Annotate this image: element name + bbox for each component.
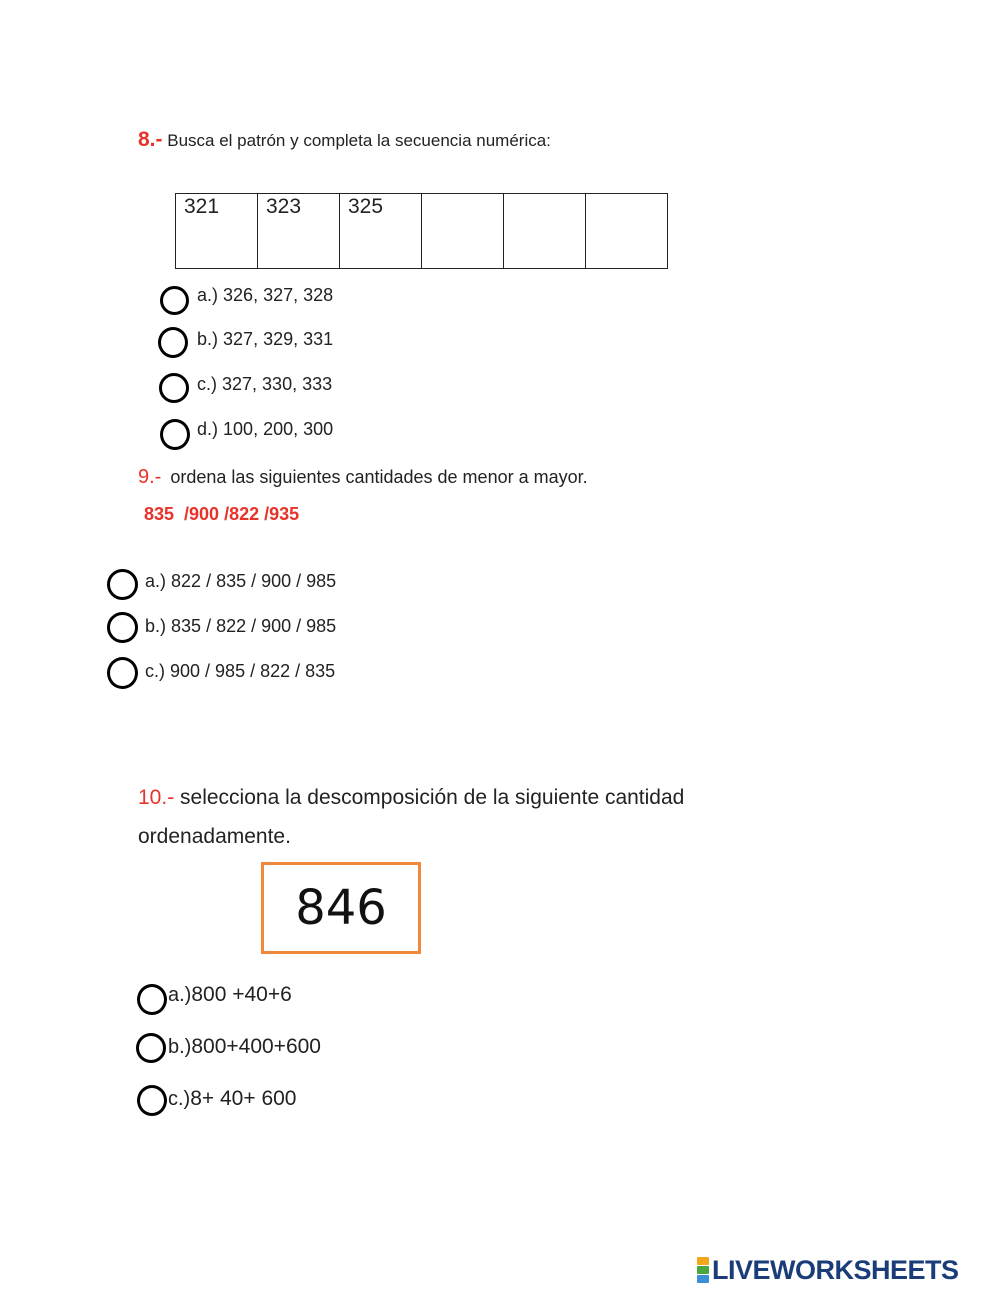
q8-option-a-letter: a.) <box>197 285 219 305</box>
q10-option-a-letter: a.) <box>168 984 192 1006</box>
q10-option-c-letter: c.) <box>168 1088 191 1110</box>
q9-option-a-letter: a.) <box>145 571 167 591</box>
q10-option-b <box>168 1035 321 1059</box>
q8-option-d-text: 100, 200, 300 <box>223 419 334 439</box>
sequence-blank-6[interactable] <box>586 194 668 269</box>
q8-option-a-radio[interactable] <box>160 286 189 315</box>
q8-option-a <box>197 285 333 306</box>
q9-option-c <box>145 661 335 682</box>
q9-option-c-radio[interactable] <box>107 657 138 689</box>
q8-option-c-radio[interactable] <box>159 373 189 403</box>
sequence-table <box>175 193 668 269</box>
q9-heading <box>138 466 588 489</box>
q8-option-d-radio[interactable] <box>160 419 190 450</box>
q10-number: 10.- <box>138 786 175 809</box>
q9-option-b <box>145 616 336 637</box>
q10-option-b-radio[interactable] <box>136 1033 166 1063</box>
sequence-cell-2: 323 <box>258 194 340 269</box>
q10-option-a <box>168 983 292 1007</box>
q9-option-c-letter: c.) <box>145 661 165 681</box>
q9-option-a-radio[interactable] <box>107 569 138 600</box>
q10-option-a-radio[interactable] <box>137 984 167 1015</box>
q8-option-b-text: 327, 329, 331 <box>223 329 334 349</box>
logo-block-l <box>697 1257 709 1265</box>
q9-text: ordena las siguientes cantidades de menor a mayor. <box>170 467 588 487</box>
sequence-blank-4[interactable] <box>422 194 504 269</box>
logo-text: LIVEWORKSHEETS <box>712 1254 959 1285</box>
q10-option-a-text: 800 +40+6 <box>191 983 292 1006</box>
q9-option-c-text: 900 / 985 / 822 / 835 <box>170 661 336 681</box>
q10-option-c <box>168 1087 297 1111</box>
q8-option-b <box>197 329 333 350</box>
q10-text-line1: selecciona la descomposición de la siguiente cantidad <box>180 786 685 809</box>
sequence-cell-3: 325 <box>340 194 422 269</box>
q10-number-box: 846 <box>261 862 421 954</box>
liveworksheets-logo <box>697 1256 959 1284</box>
q8-text: Busca el patrón y completa la secuencia numérica: <box>167 131 551 150</box>
q10-option-c-text: 8+ 40+ 600 <box>190 1087 297 1110</box>
q9-option-b-radio[interactable] <box>107 612 138 643</box>
logo-block-i <box>697 1266 709 1274</box>
sequence-blank-5[interactable] <box>504 194 586 269</box>
q8-option-d <box>197 419 333 440</box>
q8-option-c-text: 327, 330, 333 <box>222 374 333 394</box>
q10-text-line2: ordenadamente. <box>138 825 291 848</box>
q8-option-b-letter: b.) <box>197 329 219 349</box>
q9-option-a <box>145 571 336 592</box>
q8-option-a-text: 326, 327, 328 <box>223 285 334 305</box>
q8-option-c <box>197 374 332 395</box>
q8-number: 8.- <box>138 128 163 151</box>
logo-blocks-icon <box>697 1257 709 1283</box>
q9-number: 9.- <box>138 466 162 488</box>
q10-heading-line1 <box>138 786 684 810</box>
sequence-cell-1: 321 <box>176 194 258 269</box>
q9-quantities: 835 /900 /822 /935 <box>144 504 300 524</box>
q8-option-d-letter: d.) <box>197 419 219 439</box>
q10-option-b-letter: b.) <box>168 1036 192 1058</box>
q8-option-c-letter: c.) <box>197 374 217 394</box>
q10-option-b-text: 800+400+600 <box>191 1035 321 1058</box>
q10-option-c-radio[interactable] <box>137 1085 167 1116</box>
q9-option-a-text: 822 / 835 / 900 / 985 <box>171 571 337 591</box>
q8-option-b-radio[interactable] <box>158 327 188 358</box>
logo-block-v <box>697 1275 709 1283</box>
q9-option-b-text: 835 / 822 / 900 / 985 <box>171 616 337 636</box>
q8-heading <box>138 128 551 152</box>
q9-option-b-letter: b.) <box>145 616 167 636</box>
